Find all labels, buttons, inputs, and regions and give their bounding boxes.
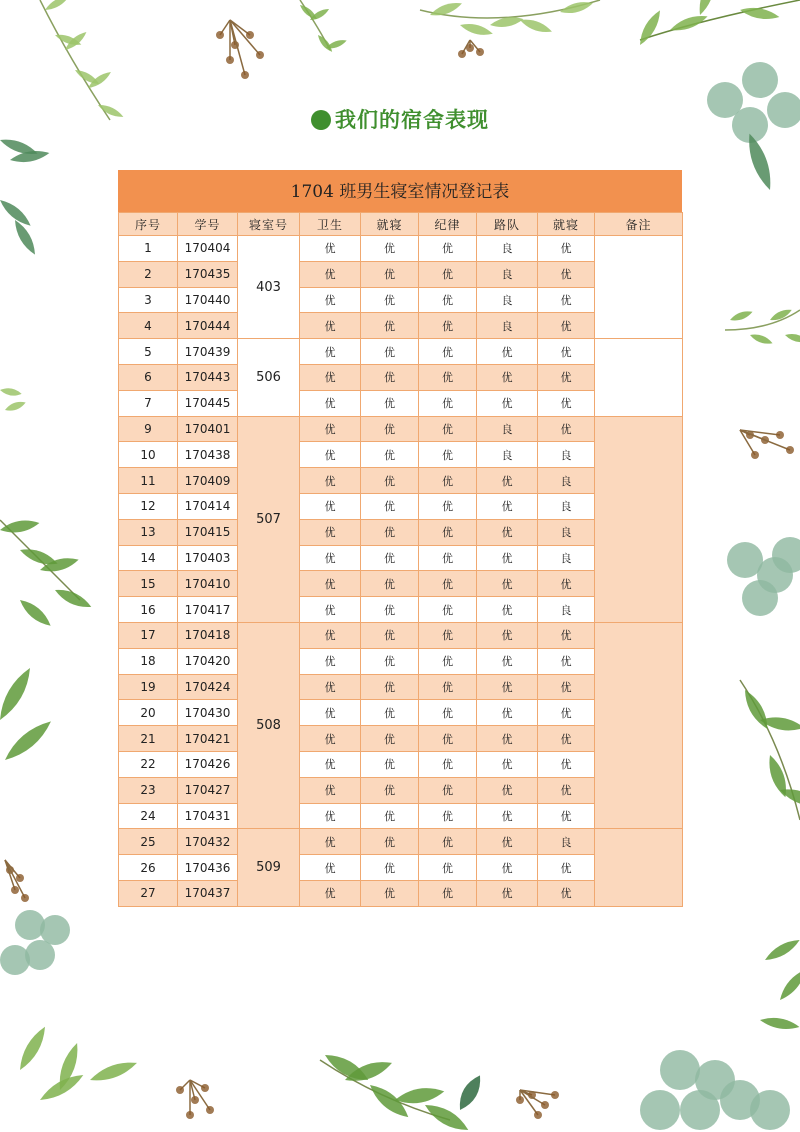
stem-line <box>40 0 110 120</box>
grade-bedtime-2: 良 <box>538 829 595 855</box>
grade-hygiene: 优 <box>300 700 361 726</box>
col-header-student-id: 学号 <box>178 213 238 236</box>
grade-discipline: 优 <box>419 829 477 855</box>
row-index: 15 <box>119 571 178 597</box>
round-leaf-shape <box>551 1091 559 1099</box>
round-leaf-shape <box>742 62 778 98</box>
row-index: 22 <box>119 751 178 777</box>
round-leaf-shape <box>40 915 70 945</box>
leaf-shape <box>636 8 665 48</box>
round-leaf-shape <box>534 1111 542 1119</box>
grade-bedtime: 优 <box>361 674 419 700</box>
grade-hygiene: 优 <box>300 674 361 700</box>
row-index: 23 <box>119 777 178 803</box>
col-header-notes: 备注 <box>595 213 683 236</box>
grade-bedtime: 优 <box>361 261 419 287</box>
row-index: 2 <box>119 261 178 287</box>
grade-hygiene: 优 <box>300 339 361 365</box>
student-id: 170424 <box>178 674 238 700</box>
grade-discipline: 优 <box>419 313 477 339</box>
room-number: 508 <box>238 622 300 828</box>
student-id: 170415 <box>178 519 238 545</box>
student-id: 170401 <box>178 416 238 442</box>
round-leaf-shape <box>11 886 19 894</box>
grade-bedtime: 优 <box>361 442 419 468</box>
grade-discipline: 优 <box>419 622 477 648</box>
grade-queue: 良 <box>477 442 538 468</box>
grade-queue: 优 <box>477 597 538 623</box>
grade-bedtime-2: 优 <box>538 674 595 700</box>
student-id: 170418 <box>178 622 238 648</box>
student-id: 170437 <box>178 880 238 906</box>
student-id: 170430 <box>178 700 238 726</box>
col-header-bedtime: 就寝 <box>361 213 419 236</box>
grade-bedtime-2: 优 <box>538 364 595 390</box>
student-id: 170445 <box>178 390 238 416</box>
row-index: 25 <box>119 829 178 855</box>
grade-discipline: 优 <box>419 236 477 262</box>
table-row <box>119 622 683 648</box>
table-body <box>119 236 683 907</box>
grade-bedtime-2: 优 <box>538 571 595 597</box>
grade-discipline: 优 <box>419 442 477 468</box>
room-number: 509 <box>238 829 300 906</box>
round-leaf-shape <box>640 1090 680 1130</box>
round-leaf-shape <box>750 1090 790 1130</box>
round-leaf-shape <box>226 56 234 64</box>
grade-bedtime: 优 <box>361 364 419 390</box>
grade-hygiene: 优 <box>300 855 361 881</box>
grade-queue: 优 <box>477 700 538 726</box>
grade-discipline: 优 <box>419 880 477 906</box>
table-row <box>119 416 683 442</box>
table-row <box>119 339 683 365</box>
table-row <box>119 829 683 855</box>
leaf-shape <box>1 716 56 765</box>
student-id: 170427 <box>178 777 238 803</box>
grade-bedtime-2: 优 <box>538 751 595 777</box>
grade-bedtime: 优 <box>361 855 419 881</box>
student-id: 170432 <box>178 829 238 855</box>
row-index: 1 <box>119 236 178 262</box>
grade-hygiene: 优 <box>300 803 361 829</box>
round-leaf-shape <box>176 1086 184 1094</box>
grade-bedtime-2: 优 <box>538 339 595 365</box>
col-header-hygiene: 卫生 <box>300 213 361 236</box>
round-leaf-shape <box>516 1096 524 1104</box>
leaf-shape <box>454 1072 486 1114</box>
row-index: 5 <box>119 339 178 365</box>
leaf-shape <box>763 936 800 965</box>
grade-bedtime-2: 优 <box>538 777 595 803</box>
leaf-shape <box>668 12 709 35</box>
grade-discipline: 优 <box>419 700 477 726</box>
leaf-shape <box>88 1057 139 1085</box>
grade-hygiene: 优 <box>300 416 361 442</box>
grade-queue: 优 <box>477 468 538 494</box>
table-heading: 1704 班男生寝室情况登记表 <box>118 170 682 212</box>
room-number: 506 <box>238 339 300 416</box>
round-leaf-shape <box>241 71 249 79</box>
grade-discipline: 优 <box>419 519 477 545</box>
leaf-shape <box>784 332 800 345</box>
grade-bedtime-2: 优 <box>538 416 595 442</box>
grade-bedtime: 优 <box>361 416 419 442</box>
row-index: 16 <box>119 597 178 623</box>
grade-hygiene: 优 <box>300 390 361 416</box>
grade-bedtime-2: 良 <box>538 597 595 623</box>
grade-bedtime: 优 <box>361 236 419 262</box>
grade-queue: 优 <box>477 571 538 597</box>
grade-hygiene: 优 <box>300 313 361 339</box>
grade-discipline: 优 <box>419 364 477 390</box>
grade-hygiene: 优 <box>300 777 361 803</box>
grade-bedtime: 优 <box>361 493 419 519</box>
grade-queue: 良 <box>477 236 538 262</box>
grade-bedtime: 优 <box>361 648 419 674</box>
grade-queue: 优 <box>477 855 538 881</box>
leaf-shape <box>16 596 54 630</box>
leaf-shape <box>459 21 494 38</box>
leaf-shape <box>518 16 553 36</box>
grade-bedtime: 优 <box>361 751 419 777</box>
round-leaf-shape <box>786 446 794 454</box>
green-dot-icon <box>311 110 331 130</box>
grade-bedtime-2: 良 <box>538 519 595 545</box>
leaf-shape <box>0 387 22 398</box>
grade-bedtime: 优 <box>361 313 419 339</box>
grade-queue: 优 <box>477 803 538 829</box>
notes-cell <box>595 339 683 416</box>
grade-queue: 优 <box>477 390 538 416</box>
grade-bedtime: 优 <box>361 777 419 803</box>
grade-hygiene: 优 <box>300 364 361 390</box>
row-index: 3 <box>119 287 178 313</box>
grade-hygiene: 优 <box>300 236 361 262</box>
grade-queue: 优 <box>477 545 538 571</box>
round-leaf-shape <box>206 1106 214 1114</box>
grade-bedtime-2: 优 <box>538 726 595 752</box>
grade-bedtime: 优 <box>361 519 419 545</box>
row-index: 21 <box>119 726 178 752</box>
round-leaf-shape <box>246 31 254 39</box>
grade-bedtime-2: 优 <box>538 236 595 262</box>
grade-hygiene: 优 <box>300 545 361 571</box>
room-number: 403 <box>238 236 300 339</box>
student-id: 170435 <box>178 261 238 287</box>
row-index: 11 <box>119 468 178 494</box>
student-id: 170403 <box>178 545 238 571</box>
grade-bedtime: 优 <box>361 545 419 571</box>
grade-discipline: 优 <box>419 261 477 287</box>
grade-discipline: 优 <box>419 339 477 365</box>
grade-queue: 优 <box>477 726 538 752</box>
round-leaf-shape <box>680 1090 720 1130</box>
grade-bedtime-2: 优 <box>538 313 595 339</box>
stem-line <box>640 0 800 40</box>
column-header-row <box>119 213 683 236</box>
grade-hygiene: 优 <box>300 287 361 313</box>
leaf-shape <box>776 966 800 1003</box>
grade-bedtime-2: 优 <box>538 622 595 648</box>
grade-bedtime: 优 <box>361 390 419 416</box>
dorm-table <box>118 212 683 907</box>
notes-cell <box>595 416 683 622</box>
grade-queue: 良 <box>477 261 538 287</box>
round-leaf-shape <box>660 1050 700 1090</box>
grade-hygiene: 优 <box>300 880 361 906</box>
grade-bedtime-2: 优 <box>538 648 595 674</box>
row-index: 26 <box>119 855 178 881</box>
grade-queue: 优 <box>477 493 538 519</box>
student-id: 170420 <box>178 648 238 674</box>
leaf-shape <box>739 5 780 22</box>
grade-queue: 优 <box>477 777 538 803</box>
row-index: 10 <box>119 442 178 468</box>
leaf-shape <box>559 0 594 16</box>
page-title <box>0 104 800 134</box>
leaf-shape <box>53 585 94 612</box>
round-leaf-shape <box>458 50 466 58</box>
student-id: 170421 <box>178 726 238 752</box>
row-index: 13 <box>119 519 178 545</box>
round-leaf-shape <box>191 1096 199 1104</box>
leaf-shape <box>4 399 27 413</box>
col-header-discipline: 纪律 <box>419 213 477 236</box>
round-leaf-shape <box>15 910 45 940</box>
grade-bedtime: 优 <box>361 726 419 752</box>
grade-discipline: 优 <box>419 571 477 597</box>
grade-bedtime-2: 优 <box>538 855 595 881</box>
grade-hygiene: 优 <box>300 726 361 752</box>
col-header-room: 寝室号 <box>238 213 300 236</box>
round-leaf-shape <box>25 940 55 970</box>
row-index: 6 <box>119 364 178 390</box>
round-leaf-shape <box>216 31 224 39</box>
grade-hygiene: 优 <box>300 648 361 674</box>
student-id: 170404 <box>178 236 238 262</box>
student-id: 170431 <box>178 803 238 829</box>
grade-discipline: 优 <box>419 803 477 829</box>
row-index: 24 <box>119 803 178 829</box>
page-title-text: 我们的宿舍表现 <box>335 107 489 132</box>
grade-bedtime: 优 <box>361 622 419 648</box>
grade-bedtime: 优 <box>361 287 419 313</box>
grade-discipline: 优 <box>419 751 477 777</box>
grade-discipline: 优 <box>419 468 477 494</box>
grade-queue: 优 <box>477 751 538 777</box>
student-id: 170440 <box>178 287 238 313</box>
leaf-shape <box>0 518 40 536</box>
grade-queue: 优 <box>477 364 538 390</box>
round-leaf-shape <box>0 945 30 975</box>
row-index: 20 <box>119 700 178 726</box>
row-index: 27 <box>119 880 178 906</box>
student-id: 170409 <box>178 468 238 494</box>
grade-discipline: 优 <box>419 726 477 752</box>
grade-discipline: 优 <box>419 545 477 571</box>
row-index: 9 <box>119 416 178 442</box>
grade-hygiene: 优 <box>300 261 361 287</box>
student-id: 170426 <box>178 751 238 777</box>
grade-bedtime-2: 优 <box>538 390 595 416</box>
grade-discipline: 优 <box>419 855 477 881</box>
grade-bedtime-2: 优 <box>538 803 595 829</box>
grade-discipline: 优 <box>419 777 477 803</box>
round-leaf-shape <box>186 1111 194 1119</box>
grade-bedtime-2: 良 <box>538 468 595 494</box>
grade-queue: 优 <box>477 339 538 365</box>
col-header-bedtime-2: 就寝 <box>538 213 595 236</box>
notes-cell <box>595 236 683 339</box>
grade-queue: 良 <box>477 313 538 339</box>
grade-hygiene: 优 <box>300 622 361 648</box>
round-leaf-shape <box>21 894 29 902</box>
grade-bedtime-2: 优 <box>538 700 595 726</box>
leaf-shape <box>749 332 774 347</box>
round-leaf-shape <box>201 1084 209 1092</box>
grade-discipline: 优 <box>419 674 477 700</box>
grade-bedtime: 优 <box>361 339 419 365</box>
leaf-shape <box>15 1024 50 1073</box>
grade-bedtime-2: 优 <box>538 287 595 313</box>
grade-bedtime-2: 良 <box>538 545 595 571</box>
student-id: 170436 <box>178 855 238 881</box>
row-index: 14 <box>119 545 178 571</box>
grade-hygiene: 优 <box>300 751 361 777</box>
leaf-shape <box>43 0 71 13</box>
grade-bedtime: 优 <box>361 803 419 829</box>
leaf-shape <box>695 0 718 17</box>
round-leaf-shape <box>16 874 24 882</box>
grade-bedtime: 优 <box>361 468 419 494</box>
grade-queue: 良 <box>477 416 538 442</box>
grade-hygiene: 优 <box>300 519 361 545</box>
leaf-shape <box>759 1015 800 1032</box>
grade-hygiene: 优 <box>300 442 361 468</box>
grade-discipline: 优 <box>419 648 477 674</box>
student-id: 170417 <box>178 597 238 623</box>
row-index: 17 <box>119 622 178 648</box>
grade-queue: 优 <box>477 674 538 700</box>
col-header-index: 序号 <box>119 213 178 236</box>
grade-queue: 优 <box>477 519 538 545</box>
table-row <box>119 236 683 262</box>
grade-queue: 优 <box>477 622 538 648</box>
grade-queue: 优 <box>477 880 538 906</box>
round-leaf-shape <box>751 451 759 459</box>
leaf-shape <box>0 665 36 724</box>
grade-bedtime: 优 <box>361 829 419 855</box>
row-index: 18 <box>119 648 178 674</box>
room-number: 507 <box>238 416 300 622</box>
student-id: 170444 <box>178 313 238 339</box>
grade-queue: 优 <box>477 829 538 855</box>
grade-discipline: 优 <box>419 416 477 442</box>
row-index: 7 <box>119 390 178 416</box>
student-id: 170414 <box>178 493 238 519</box>
grade-bedtime-2: 良 <box>538 442 595 468</box>
grade-bedtime: 优 <box>361 597 419 623</box>
student-id: 170439 <box>178 339 238 365</box>
grade-bedtime-2: 优 <box>538 880 595 906</box>
grade-bedtime-2: 优 <box>538 261 595 287</box>
round-leaf-shape <box>742 580 778 616</box>
student-id: 170443 <box>178 364 238 390</box>
grade-discipline: 优 <box>419 287 477 313</box>
grade-hygiene: 优 <box>300 829 361 855</box>
leaf-shape <box>729 309 754 324</box>
round-leaf-shape <box>541 1101 549 1109</box>
round-leaf-shape <box>776 431 784 439</box>
grade-discipline: 优 <box>419 390 477 416</box>
grade-hygiene: 优 <box>300 597 361 623</box>
grade-hygiene: 优 <box>300 493 361 519</box>
grade-queue: 优 <box>477 648 538 674</box>
col-header-queue: 路队 <box>477 213 538 236</box>
grade-bedtime: 优 <box>361 880 419 906</box>
row-index: 4 <box>119 313 178 339</box>
leaf-shape <box>740 687 773 732</box>
grade-bedtime-2: 良 <box>538 493 595 519</box>
grade-bedtime: 优 <box>361 571 419 597</box>
registration-table <box>118 170 682 907</box>
grade-queue: 良 <box>477 287 538 313</box>
grade-discipline: 优 <box>419 493 477 519</box>
row-index: 19 <box>119 674 178 700</box>
grade-hygiene: 优 <box>300 571 361 597</box>
round-leaf-shape <box>256 51 264 59</box>
round-leaf-shape <box>476 48 484 56</box>
notes-cell <box>595 622 683 828</box>
grade-hygiene: 优 <box>300 468 361 494</box>
row-index: 12 <box>119 493 178 519</box>
notes-cell <box>595 829 683 906</box>
grade-bedtime: 优 <box>361 700 419 726</box>
student-id: 170438 <box>178 442 238 468</box>
grade-discipline: 优 <box>419 597 477 623</box>
student-id: 170410 <box>178 571 238 597</box>
